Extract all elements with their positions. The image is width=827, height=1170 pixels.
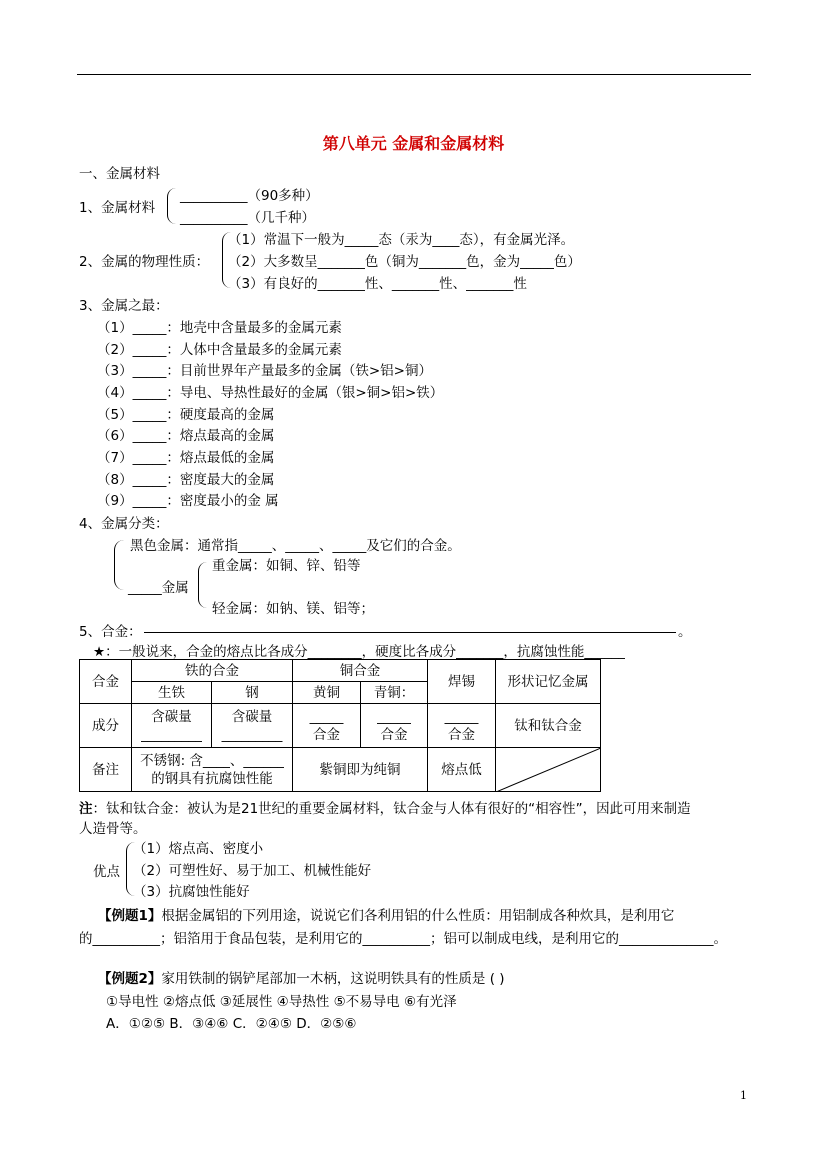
cell-steel-composition	[212, 704, 293, 748]
metal-classification-label: 4、金属分类：	[79, 516, 169, 532]
superlative-item: （2）_____：人体中含量最多的金属元素	[97, 342, 342, 358]
header-pig-iron: 生铁	[132, 682, 212, 704]
heavy-metals: 重金属：如铜、锌、铅等	[212, 558, 361, 574]
alloy-end: 。	[678, 624, 692, 640]
header-rule	[77, 74, 751, 75]
header-alloy: 合金	[80, 660, 132, 704]
row-composition: 成分	[80, 704, 132, 748]
cell-blank: _____	[377, 708, 411, 725]
example-2-question	[98, 967, 505, 987]
titanium-note-line1	[79, 797, 691, 817]
brace	[114, 540, 125, 590]
brace	[167, 188, 176, 224]
physical-property-3: （3）有良好的_______性、_______性、_______性	[228, 276, 527, 292]
physical-property-2: （2）大多数呈_______色（铜为_______色，金为_____色）	[228, 254, 581, 270]
superlative-item: （5）_____：硬度最高的金属	[97, 407, 275, 423]
cell-blank: _____	[309, 708, 344, 725]
superlative-item: （4）_____：导电、导热性最好的金属（银>铜>铝>铁）	[97, 385, 444, 401]
section-heading: 一、金属材料	[79, 166, 160, 182]
header-bronze: 青铜：	[361, 682, 428, 704]
superlative-item: （1）_____：地壳中含量最多的金属元素	[97, 320, 342, 336]
example-tag: 【例题1】	[98, 908, 162, 924]
example-text: 根据金属铝的下列用途，说说它们各利用铝的什么性质：用铝制成各种炊具，是利用它	[161, 908, 675, 924]
header-solder: 焊锡	[428, 660, 496, 704]
header-brass: 黄铜	[293, 682, 361, 704]
advantage-3: （3）抗腐蚀性能好	[133, 884, 250, 900]
black-metals: 黑色金属：通常指_____、_____、_____及它们的合金。	[130, 538, 461, 554]
header-shape-memory: 形状记忆金属	[496, 660, 601, 704]
metal-materials-a: __________（90多种）	[180, 188, 319, 204]
cell-text: 合金	[380, 726, 408, 743]
header-steel: 钢	[212, 682, 293, 704]
brace	[198, 562, 207, 608]
alloy-property-line: ★：一般说来，合金的熔点比各成分________，硬度比各成分_______，抗腐蚀性能______	[93, 644, 625, 660]
example-1-line1	[98, 904, 674, 924]
cell-shape-memory-composition: 钛和钛合金	[496, 704, 601, 748]
header-iron-alloy: 铁的合金	[132, 660, 293, 682]
metal-materials-label: 1、金属材料	[79, 200, 156, 216]
metal-superlatives-label: 3、金属之最：	[79, 298, 169, 314]
metal-materials-b: __________（几千种）	[180, 210, 315, 226]
cell-solder-note: 熔点低	[428, 748, 496, 792]
example-2-choices: A．①②⑤ B．③④⑥ C．②④⑤ D．②⑤⑥	[106, 1016, 357, 1032]
superlative-item: （3）_____：目前世界年产量最多的金属（铁>铝>铜）	[97, 363, 432, 379]
cell-bronze-composition	[361, 704, 428, 748]
example-2-options: ①导电性 ②熔点低 ③延展性 ④导热性 ⑤不易导电 ⑥有光泽	[106, 994, 457, 1010]
cell-pig-iron-composition	[132, 704, 212, 748]
light-metals: 轻金属：如钠、镁、铝等；	[212, 601, 374, 617]
note-label: 注	[79, 801, 93, 817]
cell-text: 合金	[313, 726, 340, 743]
cell-text: 合金	[448, 726, 475, 743]
cell-solder-composition	[428, 704, 496, 748]
alloy-blank-line	[144, 632, 676, 633]
example-1-line2: 的__________；铝箔用于食品包装，是利用它的__________；铝可以制成电线，是利用它的______________。	[79, 931, 727, 947]
alloy-table	[79, 659, 601, 792]
titanium-note-line2: 人造骨等。	[79, 821, 147, 837]
cell-text: 的钢具有抗腐蚀性能	[151, 770, 273, 787]
cell-text: 含碳量	[231, 708, 273, 725]
superlative-item: （7）_____：熔点最低的金属	[97, 450, 275, 466]
example-text: 家用铁制的锅铲尾部加一木柄，这说明铁具有的性质是 ( )	[161, 971, 505, 987]
row-note: 备注	[80, 748, 132, 792]
cell-blank: _________	[141, 726, 202, 743]
superlative-item: （9）_____：密度最小的金 属	[97, 493, 279, 509]
advantage-1: （1）熔点高、密度小	[133, 841, 264, 857]
advantage-2: （2）可塑性好、易于加工、机械性能好	[133, 863, 372, 879]
superlative-item: （6）_____：熔点最高的金属	[97, 428, 275, 444]
colored-metals: _____金属	[128, 580, 189, 596]
page-number: 1	[740, 1089, 747, 1102]
alloy-label: 5、合金：	[79, 624, 142, 640]
cell-brass-composition	[293, 704, 361, 748]
cell-blank: _____	[444, 708, 479, 725]
page-title: 第八单元 金属和金属材料	[322, 134, 505, 153]
physical-properties-label: 2、金属的物理性质：	[79, 254, 210, 270]
diagonal-line	[496, 748, 601, 792]
cell-text: 不锈钢: 含____、______	[140, 752, 284, 769]
cell-empty-diagonal	[496, 748, 601, 792]
cell-stainless-steel-note	[132, 748, 293, 792]
note-text: ：钛和钛合金：被认为是21世纪的重要金属材料，钛合金与人体有很好的“相容性”，因此可用来制造	[92, 801, 691, 817]
physical-property-1: （1）常温下一般为_____态（汞为____态），有金属光泽。	[228, 232, 575, 248]
cell-blank: _________	[221, 726, 283, 743]
advantages-label: 优点	[93, 864, 120, 880]
cell-copper-note: 紫铜即为纯铜	[293, 748, 428, 792]
example-tag: 【例题2】	[98, 971, 162, 987]
header-copper-alloy: 铜合金	[293, 660, 428, 682]
superlative-item: （8）_____：密度最大的金属	[97, 472, 275, 488]
cell-text: 含碳量	[151, 708, 192, 725]
